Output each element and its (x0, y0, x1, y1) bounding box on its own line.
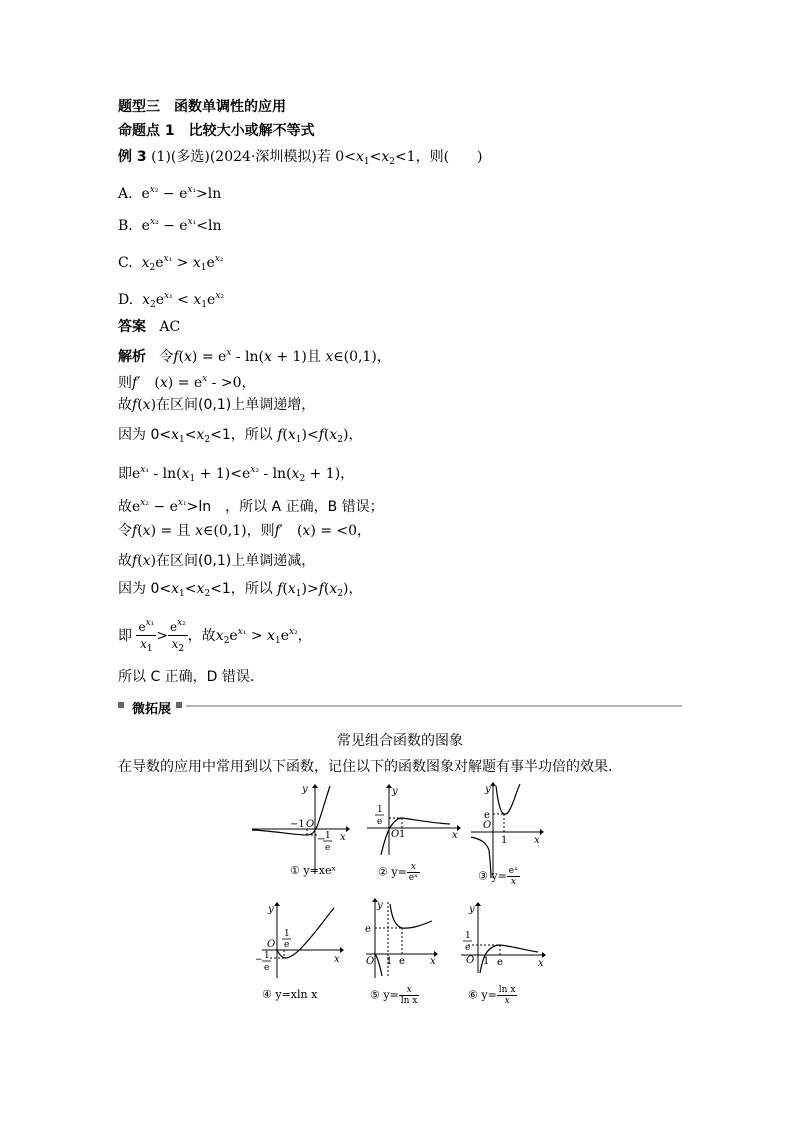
solution-line-3: 故f(x)在区间(0,1)上单调递增， (118, 397, 316, 413)
svg-text:x: x (340, 832, 346, 843)
svg-text:O: O (306, 819, 315, 830)
svg-text:e: e (465, 943, 471, 953)
option-b-label: B. (118, 218, 133, 234)
svg-text:1: 1 (325, 831, 331, 841)
svg-text:y: y (392, 786, 398, 797)
option-a-tail: >ln (196, 186, 222, 202)
graph-x-over-ex (362, 782, 462, 857)
solution-line-2: 则f′ $(x) = e^x - >0$， (118, 374, 256, 391)
svg-text:1: 1 (483, 956, 490, 967)
graph-4-caption: ④ y=xln x (262, 988, 318, 1001)
solution-line-4: 因为 $0<x_1<x_2<1$，所以 $f(x_1)<f(x_2)$， (118, 427, 363, 445)
option-c-label: C. (118, 255, 133, 271)
svg-text:y: y (485, 784, 491, 795)
problem-end: <1，则( ) (394, 149, 483, 165)
svg-text:e: e (284, 940, 290, 950)
graph-xex (250, 782, 350, 877)
problem-label: 例 3 (118, 149, 147, 165)
extension-label: 微拓展 (132, 702, 172, 717)
option-c: C. $x_2e^{x_1} > x_1e^{x_2}$ (118, 254, 224, 273)
option-b: B. $e^{x_2} - e^{x_1}<\ln$ (118, 217, 222, 234)
svg-text:e: e (264, 963, 270, 973)
graph-5-caption: ⑤ y= $\frac{x}{\text{ln x}}$ (370, 985, 418, 1006)
solution-line-5: 即$e^{x_1} - \ln(x_1 + 1)<e^{x_2} - \ln(x_2 + 1)$， (118, 465, 355, 484)
svg-text:1: 1 (264, 951, 270, 961)
graph-6-caption: ⑥ y= $\frac{\text{ln x}}{x}$ (468, 985, 516, 1006)
svg-text:x: x (334, 954, 340, 965)
option-a: A. $e^{x_2} - e^{x_1}>\ln$ (118, 185, 222, 202)
svg-text:e: e (377, 817, 383, 827)
svg-text:x: x (430, 956, 436, 967)
answer-label: 答案 (118, 319, 146, 335)
svg-text:O: O (483, 820, 492, 831)
svg-text:e: e (399, 956, 405, 967)
solution-label: 解析 (118, 349, 146, 365)
graph-1-caption: ① y=xeˣ (290, 864, 337, 877)
graph-3-caption: ③ y= $\frac{\text{eˣ}}{x}$ (478, 866, 518, 887)
option-b-tail: <ln (196, 218, 222, 234)
svg-text:y: y (302, 784, 308, 795)
solution-line-8: 故f(x)在区间(0,1)上单调递减， (118, 553, 316, 569)
svg-text:1: 1 (284, 929, 290, 939)
extension-title: 常见组合函数的图象 (337, 733, 463, 749)
svg-text:x: x (534, 835, 540, 846)
svg-text:O: O (466, 955, 475, 966)
graph-2-caption: ② y= $\frac{x}{\text{eˣ}}$ (378, 862, 418, 883)
solution-line-1: 解析 令$f(x) = e^x - \ln(x + 1)$且 x∈(0,1)， (118, 348, 391, 365)
svg-text:−: − (317, 834, 326, 845)
svg-text:−1: −1 (290, 819, 305, 830)
svg-text:e: e (365, 924, 371, 935)
graph-ex-over-x (468, 780, 548, 880)
svg-text:y: y (469, 904, 475, 915)
square-icon (176, 702, 182, 708)
svg-text:O: O (267, 939, 276, 950)
option-d-label: D. (118, 292, 134, 308)
subsection-title: 命题点 1 比较大小或解不等式 (118, 123, 315, 139)
solution-line-7: 令f(x) = 且 x∈(0,1)，则f′ (x) = <0， (118, 523, 372, 539)
svg-text:x: x (538, 958, 544, 969)
svg-text:1: 1 (501, 835, 508, 846)
svg-text:e: e (325, 843, 331, 853)
svg-text:y: y (268, 904, 274, 915)
graph-lnx-over-x (456, 900, 548, 975)
option-d: D. $x_2e^{x_1} < x_1e^{x_2}$ (118, 291, 224, 310)
svg-text:1: 1 (465, 931, 471, 941)
answer-value: AC (159, 319, 181, 335)
solution-line-10: 即 $\frac{e^{x_1}}{x_1}$ > $\frac{e^{x_2}}{x_2}$ ，故$x_2e^{x_1} > x_1e^{x_2}$， (118, 612, 312, 661)
solution-line-9: 因为 $0<x_1<x_2<1$，所以 $f(x_1)>f(x_2)$， (118, 581, 363, 599)
problem-part: (1)(多选)(2024·深圳模拟)若 0< (151, 149, 356, 165)
svg-text:O: O (391, 829, 400, 840)
answer-line (118, 318, 180, 336)
extension-header (118, 698, 682, 717)
graph-xlnx (254, 900, 346, 980)
solution-line-11: 所以 C 正确，D 错误. (118, 669, 255, 685)
svg-text:1: 1 (386, 956, 393, 967)
graph-x-over-lnx (362, 896, 442, 980)
svg-text:O: O (366, 956, 375, 967)
square-icon (118, 702, 124, 708)
svg-text:y: y (377, 900, 383, 911)
problem-stem: 例 3 (1)(多选)(2024·深圳模拟)若 $0<x_1<x_2<1$，则( ) (118, 149, 483, 167)
svg-text:1: 1 (377, 805, 383, 815)
section-title: 题型三 函数单调性的应用 (118, 99, 286, 115)
divider (186, 705, 682, 707)
svg-text:1: 1 (399, 829, 406, 840)
svg-text:−: − (255, 955, 263, 965)
svg-text:e: e (497, 957, 503, 968)
problem-lt: < (369, 149, 382, 165)
svg-text:x: x (452, 830, 458, 841)
option-a-label: A. (118, 186, 133, 202)
solution-line-6: 故$e^{x_2} - e^{x_1}>\ln$ ，所以 A 正确，B 错误； (118, 498, 384, 515)
svg-text:e: e (484, 810, 490, 821)
extension-intro: 在导数的应用中常用到以下函数，记住以下的函数图象对解题有事半功倍的效果. (118, 759, 613, 775)
